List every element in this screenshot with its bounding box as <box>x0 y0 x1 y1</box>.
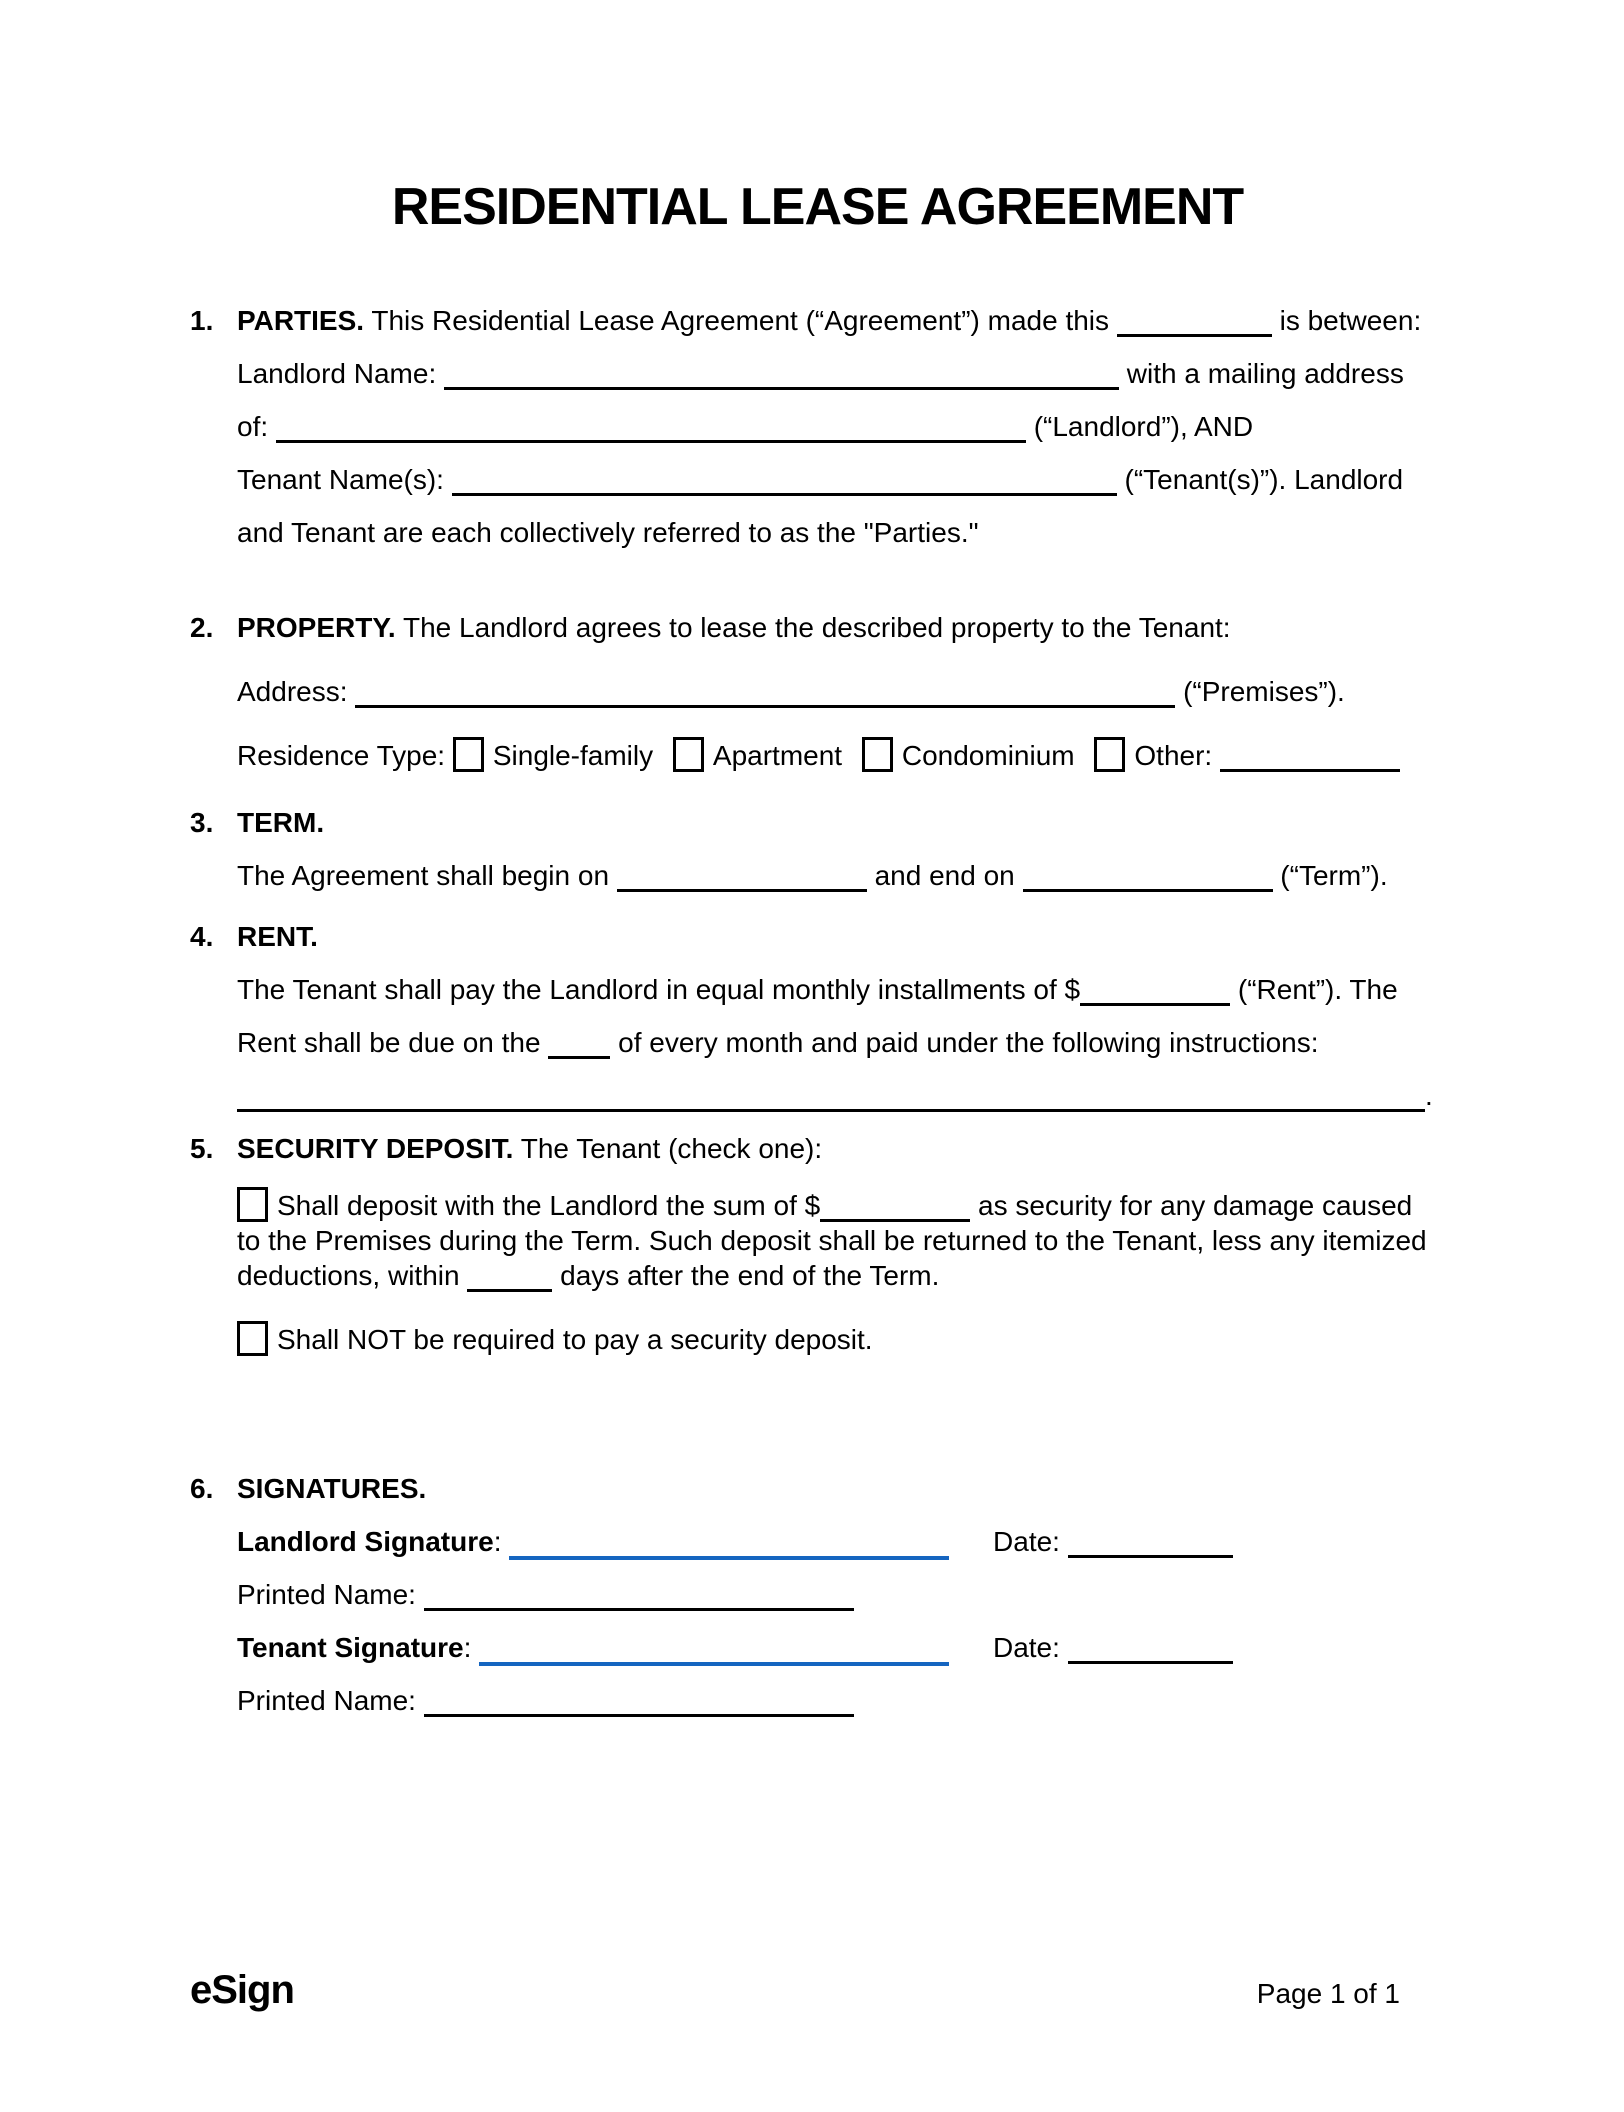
term-dates-line <box>190 849 1445 902</box>
parties-closing-text: and Tenant are each collectively referred to as the "Parties." <box>237 517 979 548</box>
deposit-intro-text: The Tenant (check one): <box>520 1133 823 1164</box>
deposit-heading-line <box>190 1122 1445 1175</box>
checkbox-single-family[interactable] <box>453 737 484 772</box>
rent-heading: RENT. <box>237 921 318 952</box>
apartment-label: Apartment <box>712 740 843 771</box>
section-signatures <box>190 1462 1445 1727</box>
landlord-signature-line <box>190 1515 1445 1568</box>
rent-defined-text: (“Rent”). The <box>1237 974 1398 1005</box>
tenant-name-line <box>190 453 1445 506</box>
rent-heading-line <box>190 910 1445 963</box>
tenant-signature-colon: : <box>463 1632 472 1663</box>
term-heading: TERM. <box>237 807 325 838</box>
rent-due-text: Rent shall be due on the <box>237 1027 541 1058</box>
deposit-security-text: as security for any damage caused <box>978 1190 1413 1221</box>
payment-instructions-blank[interactable] <box>237 1109 1425 1112</box>
deposit-heading: SECURITY DEPOSIT. <box>237 1133 514 1164</box>
term-begin-text: The Agreement shall begin on <box>237 860 610 891</box>
term-end-text: and end on <box>874 860 1015 891</box>
rent-due-line <box>190 1016 1445 1069</box>
rent-section-number: 4. <box>190 921 214 952</box>
checkbox-condominium[interactable] <box>862 737 893 772</box>
landlord-printed-name-blank[interactable] <box>424 1608 854 1611</box>
tenant-name-label: Tenant Name(s): <box>237 464 444 495</box>
tenant-date-blank[interactable] <box>1068 1661 1233 1664</box>
section-rent <box>190 910 1445 1122</box>
rent-amount-line <box>190 963 1445 1016</box>
deposit-deductions-text: deductions, within <box>237 1260 460 1291</box>
other-label: Other: <box>1134 740 1213 771</box>
residence-type-line <box>190 729 1445 782</box>
deposit-option-line-1 <box>190 1187 1445 1223</box>
tenant-defined-text: (“Tenant(s)”). Landlord <box>1124 464 1404 495</box>
condominium-label: Condominium <box>901 740 1075 771</box>
property-section-number: 2. <box>190 612 214 643</box>
parties-section-number: 1. <box>190 305 214 336</box>
landlord-name-line <box>190 347 1445 400</box>
tenant-signature-label: Tenant Signature <box>237 1632 464 1663</box>
esign-logo: eSign <box>190 1968 294 2012</box>
deposit-return-text: to the Premises during the Term. Such deposit shall be returned to the Tenant, less any itemized <box>237 1225 1427 1256</box>
parties-heading: PARTIES. <box>237 305 365 336</box>
rent-instructions-text: of every month and paid under the following instructions: <box>618 1027 1319 1058</box>
section-property <box>190 601 1445 782</box>
checkbox-shall-deposit[interactable] <box>237 1187 268 1222</box>
section-security-deposit <box>190 1122 1445 1357</box>
deposit-days-after-text: days after the end of the Term. <box>560 1260 940 1291</box>
tenant-printed-name-line <box>190 1674 1445 1727</box>
deposit-option-paragraph <box>190 1187 1445 1293</box>
page-footer <box>190 1968 1400 2013</box>
deposit-amount-blank[interactable] <box>820 1219 970 1222</box>
mailing-address-line <box>190 400 1445 453</box>
no-deposit-text: Shall NOT be required to pay a security deposit. <box>277 1324 873 1355</box>
property-heading: PROPERTY. <box>237 612 396 643</box>
address-label: Address: <box>237 676 348 707</box>
section-parties <box>190 294 1445 559</box>
landlord-name-after-text: with a mailing address <box>1126 358 1404 389</box>
landlord-printed-name-line <box>190 1568 1445 1621</box>
deposit-sum-text: Shall deposit with the Landlord the sum of $ <box>277 1190 821 1221</box>
deposit-option-line-2 <box>190 1223 1445 1258</box>
signatures-heading-line <box>190 1462 1445 1515</box>
residence-type-label: Residence Type: <box>237 740 446 771</box>
deposit-return-days-blank[interactable] <box>467 1289 552 1292</box>
landlord-printed-name-label: Printed Name: <box>237 1579 416 1610</box>
payment-instructions-line <box>190 1069 1445 1122</box>
tenant-signature-line <box>190 1621 1445 1674</box>
term-section-number: 3. <box>190 807 214 838</box>
term-heading-line <box>190 796 1445 849</box>
landlord-signature-label: Landlord Signature <box>237 1526 494 1557</box>
term-defined-text: (“Term”). <box>1280 860 1388 891</box>
property-address-line <box>190 665 1445 718</box>
signatures-heading: SIGNATURES. <box>237 1473 427 1504</box>
instructions-period: . <box>1425 1080 1433 1111</box>
property-heading-line <box>190 601 1445 654</box>
landlord-name-label: Landlord Name: <box>237 358 437 389</box>
landlord-address-blank[interactable] <box>276 440 1026 443</box>
made-this-date-blank[interactable] <box>1117 334 1272 337</box>
landlord-date-blank[interactable] <box>1068 1555 1233 1558</box>
rent-due-day-blank[interactable] <box>548 1056 610 1059</box>
tenant-date-label: Date: <box>992 1632 1060 1663</box>
term-start-date-blank[interactable] <box>617 889 867 892</box>
property-intro-text: The Landlord agrees to lease the described property to the Tenant: <box>402 612 1231 643</box>
landlord-signature-field[interactable] <box>509 1556 949 1560</box>
signatures-section-number: 6. <box>190 1473 214 1504</box>
no-deposit-option-paragraph <box>190 1321 1445 1357</box>
checkbox-apartment[interactable] <box>673 737 704 772</box>
page-title: RESIDENTIAL LEASE AGREEMENT <box>391 178 1244 236</box>
landlord-name-blank[interactable] <box>444 387 1119 390</box>
parties-intro-text: This Residential Lease Agreement (“Agreement”) made this <box>371 305 1110 336</box>
property-address-blank[interactable] <box>355 705 1175 708</box>
tenant-signature-field[interactable] <box>479 1662 949 1666</box>
tenant-printed-name-blank[interactable] <box>424 1714 854 1717</box>
section-term <box>190 796 1445 902</box>
parties-intro-text-after: is between: <box>1279 305 1422 336</box>
of-label: of: <box>237 411 269 442</box>
checkbox-other[interactable] <box>1094 737 1125 772</box>
parties-intro-line <box>190 294 1445 347</box>
tenant-printed-name-label: Printed Name: <box>237 1685 416 1716</box>
rent-amount-text: The Tenant shall pay the Landlord in equal monthly installments of $ <box>237 974 1081 1005</box>
checkbox-no-deposit[interactable] <box>237 1321 268 1356</box>
landlord-date-label: Date: <box>993 1526 1060 1557</box>
premises-defined-text: (“Premises”). <box>1183 676 1345 707</box>
other-residence-blank[interactable] <box>1220 769 1400 772</box>
tenant-name-blank[interactable] <box>452 493 1117 496</box>
term-end-date-blank[interactable] <box>1023 889 1273 892</box>
deposit-section-number: 5. <box>190 1133 214 1164</box>
landlord-defined-text: (“Landlord”), AND <box>1033 411 1254 442</box>
single-family-label: Single-family <box>492 740 654 771</box>
parties-closing-line <box>190 506 1445 559</box>
no-deposit-option-line <box>190 1321 1445 1357</box>
rent-amount-blank[interactable] <box>1080 1003 1230 1006</box>
page-number-indicator: Page 1 of 1 <box>1256 1978 1400 2009</box>
deposit-option-line-3 <box>190 1258 1445 1293</box>
landlord-signature-colon: : <box>493 1526 502 1557</box>
